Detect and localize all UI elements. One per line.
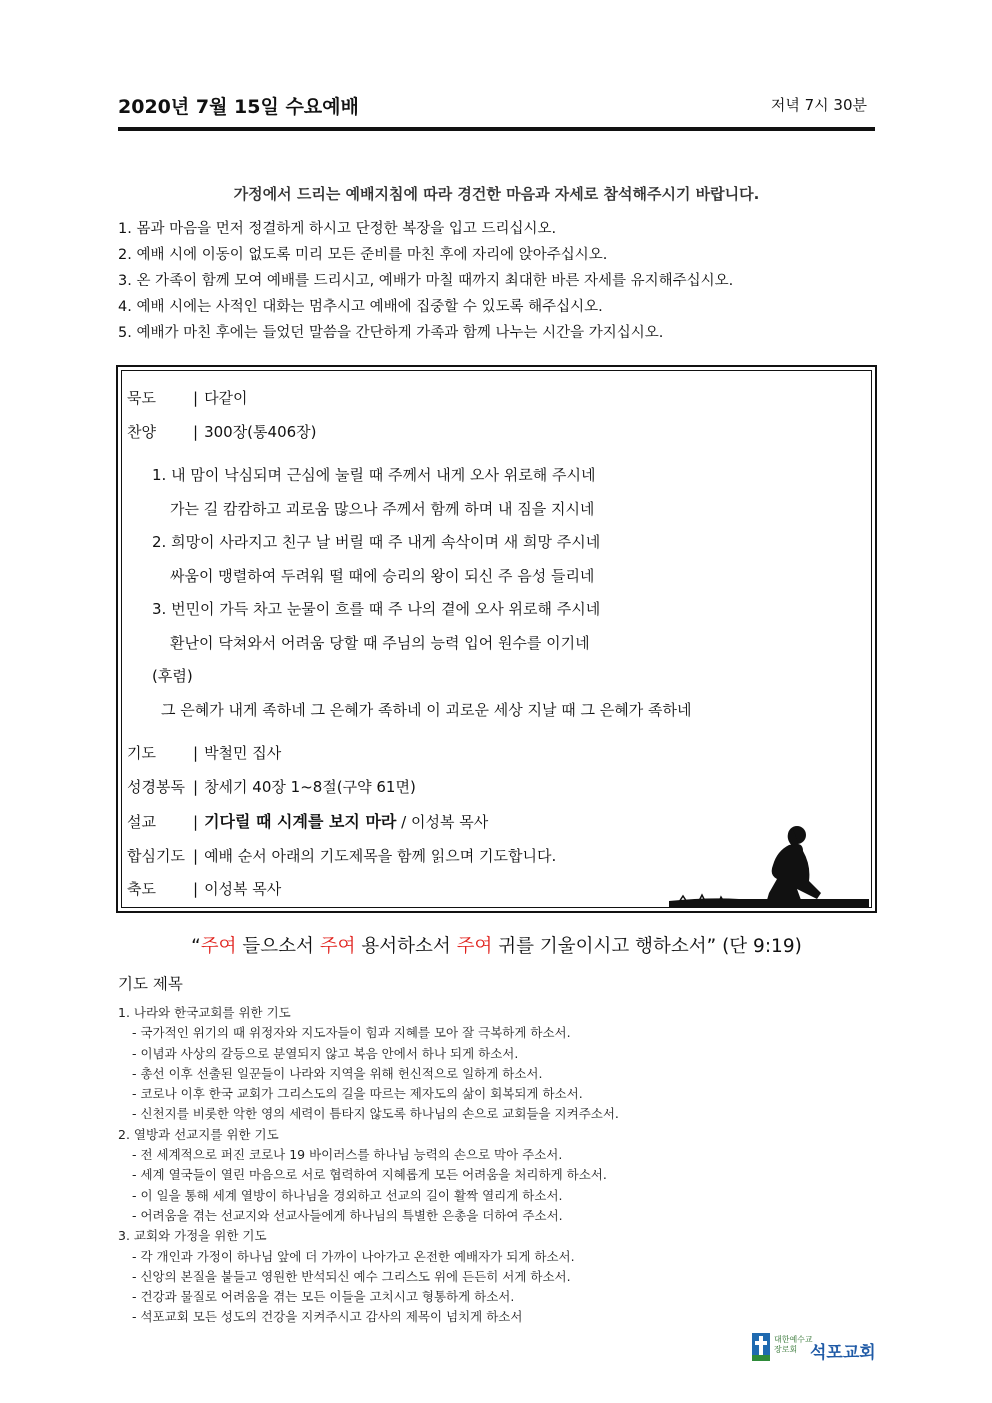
hymn-lyric-line: 2. 희망이 사라지고 친구 날 버릴 때 주 내게 속삭이며 새 희망 주시네 bbox=[152, 533, 601, 551]
order-label: 찬양 bbox=[127, 423, 156, 441]
order-label: 설교 bbox=[127, 813, 156, 831]
prayer-topic-heading: 2. 열방과 선교지를 위한 기도 bbox=[118, 1126, 279, 1142]
church-name: 석포교회 bbox=[810, 1343, 876, 1363]
verse-open-quote: “ bbox=[191, 936, 201, 957]
verse-text: 들으소서 bbox=[236, 936, 320, 957]
hymn-lyric-line: 가는 길 캄캄하고 괴로움 많으나 주께서 함께 하며 내 짐을 지시네 bbox=[170, 500, 595, 518]
order-separator: | bbox=[193, 813, 199, 831]
prayer-topic-item: - 신앙의 본질을 붙들고 영원한 반석되신 예수 그리스도 위에 든든히 서게 하소서. bbox=[132, 1268, 571, 1284]
order-value: 박철민 집사 bbox=[204, 744, 282, 762]
order-separator: | bbox=[193, 389, 199, 407]
order-separator: | bbox=[193, 778, 199, 796]
hymn-lyric-line: 3. 번민이 가득 차고 눈물이 흐를 때 주 나의 곁에 오사 위로해 주시네 bbox=[152, 600, 601, 618]
order-label: 축도 bbox=[127, 880, 156, 898]
prayer-topic-item: - 이념과 사상의 갈등으로 분열되지 않고 복음 안에서 하나 되게 하소서. bbox=[132, 1045, 519, 1061]
order-benediction bbox=[127, 878, 281, 899]
order-scripture bbox=[127, 776, 416, 797]
verse-highlight: 주여 bbox=[200, 936, 237, 957]
order-label: 묵도 bbox=[127, 389, 156, 407]
guideline-item: 2. 예배 시에 이동이 없도록 미리 모든 준비를 마친 후에 자리에 앉아주십시오. bbox=[118, 247, 608, 263]
intro-notice: 가정에서 드리는 예배지침에 따라 경건한 마음과 자세로 참석해주시기 바랍니다. bbox=[233, 185, 760, 203]
order-label: 기도 bbox=[127, 744, 156, 762]
church-cross-icon bbox=[752, 1333, 770, 1361]
service-time: 저녁 7시 30분 bbox=[770, 96, 867, 114]
prayer-topic-item: - 건강과 물질로 어려움을 겪는 모든 이들을 고치시고 형통하게 하소서. bbox=[132, 1289, 515, 1305]
order-hymn bbox=[127, 421, 317, 442]
prayer-topic-heading: 1. 나라와 한국교회를 위한 기도 bbox=[118, 1005, 291, 1020]
sermon-title: 기다릴 때 시계를 보지 마라 bbox=[204, 812, 397, 831]
verse-text: 용서하소서 bbox=[355, 936, 457, 957]
hymn-lyric-line: 1. 내 맘이 낙심되며 근심에 눌릴 때 주께서 내게 오사 위로해 주시네 bbox=[152, 466, 596, 484]
order-value: 창세기 40장 1~8절(구약 61면) bbox=[204, 778, 416, 796]
sermon-speaker: / 이성복 목사 bbox=[401, 813, 489, 831]
order-separator: | bbox=[193, 423, 199, 441]
church-logo bbox=[752, 1333, 877, 1363]
prayer-topic-item: - 코로나 이후 한국 교회가 그리스도의 길을 따르는 제자도의 삶이 회복되게 하소서. bbox=[132, 1086, 583, 1102]
order-label: 합심기도 bbox=[127, 847, 185, 865]
scripture-verse bbox=[118, 932, 875, 958]
denomination-line: 대한예수교 bbox=[774, 1335, 813, 1344]
guideline-item: 3. 온 가족이 함께 모여 예배를 드리시고, 예배가 마칠 때까지 최대한 바른 자세를 유지해주십시오. bbox=[118, 273, 734, 289]
prayer-topic-item: - 총선 이후 선출된 일꾼들이 나라와 지역을 위해 헌신적으로 일하게 하소서. bbox=[132, 1065, 543, 1081]
verse-highlight: 주여 bbox=[456, 936, 493, 957]
verse-reference: (단 9:19) bbox=[716, 936, 802, 957]
prayer-topics-list bbox=[118, 1003, 878, 1328]
refrain-text: 그 은혜가 내게 족하네 그 은혜가 족하네 이 괴로운 세상 지날 때 그 은혜가 족하네 bbox=[161, 701, 692, 719]
verse-text: 귀를 기울이시고 행하소서” bbox=[492, 936, 717, 957]
order-label: 성경봉독 bbox=[127, 778, 185, 796]
verse-highlight: 주여 bbox=[319, 936, 356, 957]
prayer-topic-item: - 석포교회 모든 성도의 건강을 지켜주시고 감사의 제목이 넘치게 하소서 bbox=[132, 1309, 523, 1325]
order-separator: | bbox=[193, 847, 199, 865]
guideline-item: 1. 몸과 마음을 먼저 정결하게 하시고 단정한 복장을 입고 드리십시오. bbox=[118, 221, 557, 237]
prayer-topic-heading: 3. 교회와 가정을 위한 기도 bbox=[118, 1228, 267, 1244]
service-title: 2020년 7월 15일 수요예배 bbox=[118, 96, 359, 118]
order-unison-prayer bbox=[127, 845, 556, 866]
guideline-list bbox=[118, 216, 878, 346]
order-value: 다같이 bbox=[204, 389, 248, 407]
prayer-topic-item: - 어려움을 겪는 선교지와 선교사들에게 하나님의 특별한 은총을 더하여 주소서. bbox=[132, 1207, 563, 1223]
prayer-topics-title: 기도 제목 bbox=[118, 975, 183, 993]
hymn-lyric-line: 환난이 닥쳐와서 어려움 당할 때 주님의 능력 입어 원수를 이기네 bbox=[170, 634, 590, 652]
denomination-line: 장로회 bbox=[774, 1345, 798, 1354]
hymn-lyric-line: 싸움이 맹렬하여 두려워 떨 때에 승리의 왕이 되신 주 음성 들리네 bbox=[170, 567, 595, 585]
prayer-topic-item: - 전 세계적으로 퍼진 코로나 19 바이러스를 하나님 능력의 손으로 막아 주소서. bbox=[132, 1147, 563, 1163]
order-value: 이성복 목사 bbox=[204, 880, 282, 898]
kneeling-prayer-icon bbox=[669, 817, 869, 907]
guideline-item: 5. 예배가 마친 후에는 들었던 말씀을 간단하게 가족과 함께 나누는 시간을 가지십시오. bbox=[118, 325, 664, 341]
prayer-topic-item: - 세계 열국들이 열린 마음으로 서로 협력하여 지혜롭게 모든 어려움을 처리하게 하소서. bbox=[132, 1167, 607, 1183]
bulletin-header bbox=[118, 90, 875, 128]
order-prayer bbox=[127, 742, 281, 763]
order-separator: | bbox=[193, 880, 199, 898]
prayer-topic-item: - 이 일을 통해 세계 열방이 하나님을 경외하고 선교의 길이 활짝 열리게 하소서. bbox=[132, 1187, 563, 1203]
order-value: 예배 순서 아래의 기도제목을 함께 읽으며 기도합니다. bbox=[204, 847, 557, 865]
denomination-text bbox=[774, 1335, 813, 1355]
guideline-item: 4. 예배 시에는 사적인 대화는 멈추시고 예배에 집중할 수 있도록 해주십시오. bbox=[118, 299, 603, 315]
prayer-topic-item: - 국가적인 위기의 때 위정자와 지도자들이 힘과 지혜를 모아 잘 극복하게 하소서. bbox=[132, 1025, 571, 1041]
prayer-topic-item: - 신천지를 비롯한 악한 영의 세력이 틈타지 않도록 하나님의 손으로 교회들을 지켜주소서. bbox=[132, 1106, 619, 1122]
order-value: 300장(통406장) bbox=[204, 423, 317, 441]
prayer-topic-item: - 각 개인과 가정이 하나님 앞에 더 가까이 나아가고 온전한 예배자가 되게 하소서. bbox=[132, 1248, 575, 1264]
header-divider bbox=[118, 127, 875, 131]
order-separator: | bbox=[193, 744, 199, 762]
order-sermon bbox=[127, 809, 488, 832]
worship-order-box bbox=[116, 365, 877, 913]
order-silent-prayer bbox=[127, 387, 248, 408]
refrain-label: (후렴) bbox=[152, 667, 193, 685]
